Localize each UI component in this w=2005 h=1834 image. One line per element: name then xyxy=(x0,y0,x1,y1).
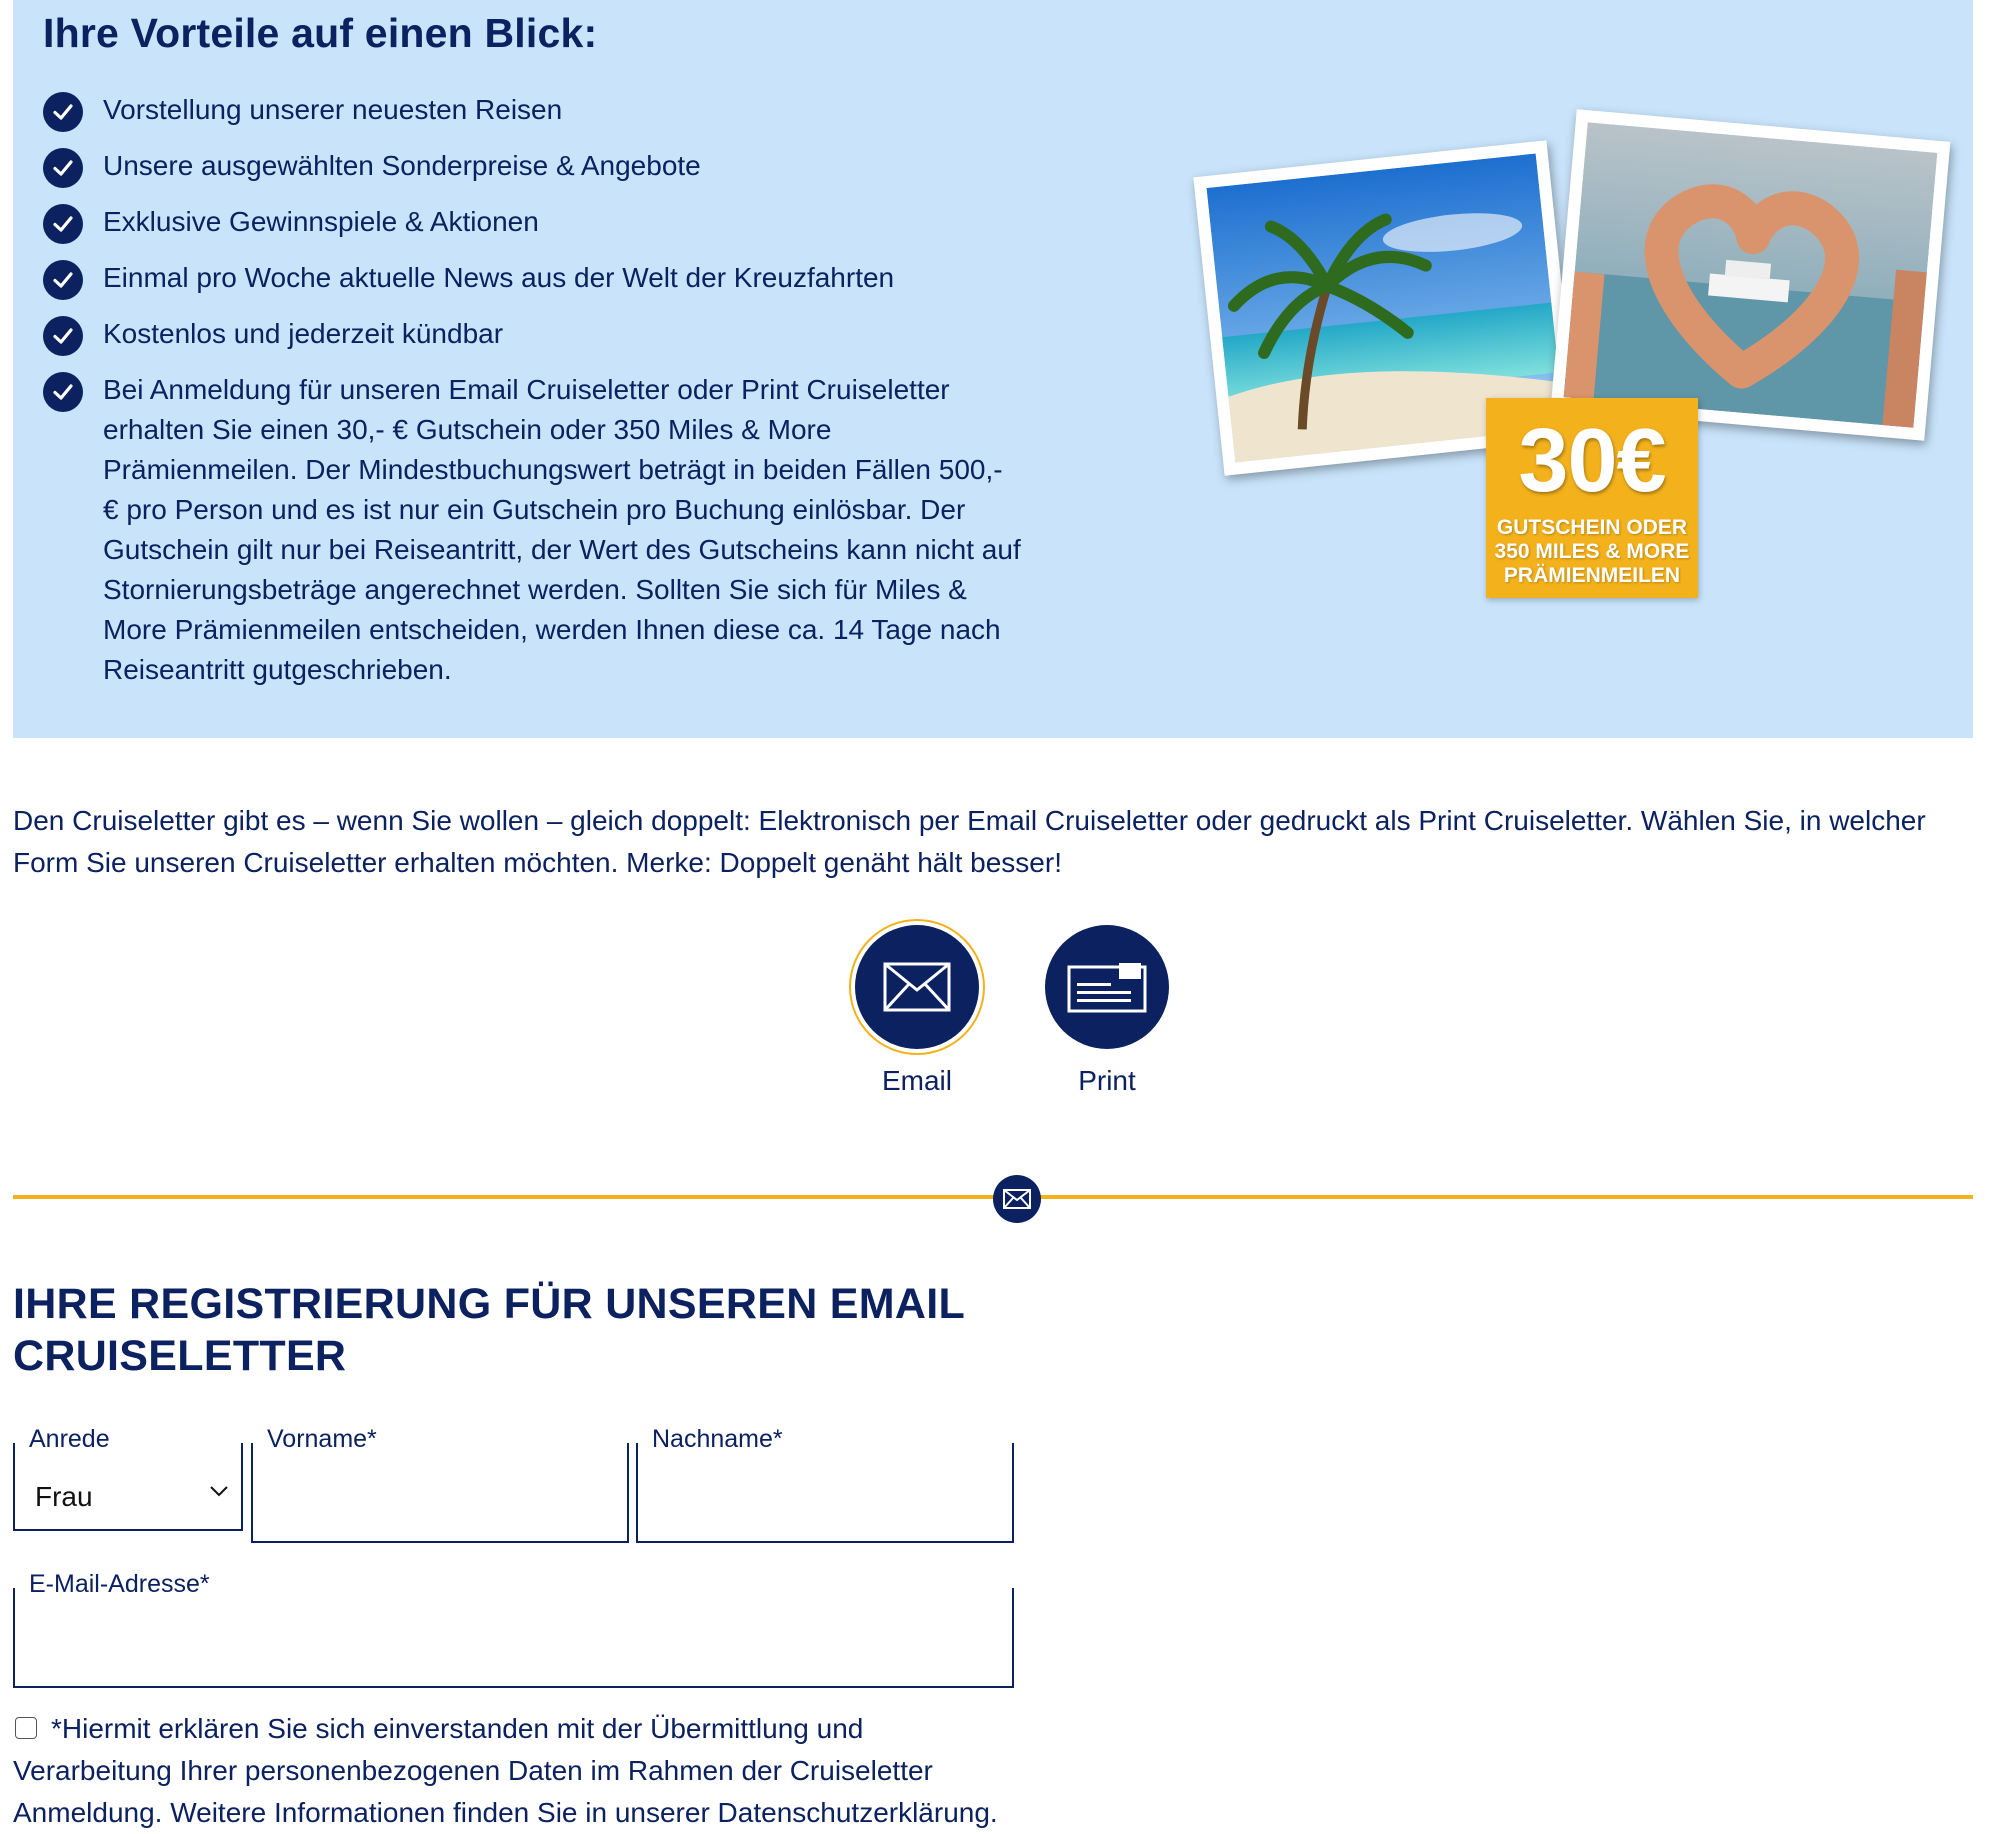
envelope-icon xyxy=(883,962,951,1012)
print-letter-icon xyxy=(1067,961,1147,1013)
benefit-item xyxy=(43,202,1023,242)
benefit-item xyxy=(43,146,1023,186)
benefit-item xyxy=(43,90,1023,130)
check-circle-icon xyxy=(43,148,83,188)
print-option-circle[interactable] xyxy=(1045,925,1169,1049)
benefits-panel xyxy=(13,0,1973,738)
check-circle-icon xyxy=(43,260,83,300)
check-circle-icon xyxy=(43,92,83,132)
print-option-label[interactable]: Print xyxy=(1078,1065,1136,1096)
benefit-item xyxy=(43,370,1023,690)
anrede-select[interactable] xyxy=(13,1425,243,1531)
benefit-text: Einmal pro Woche aktuelle News aus der Welt der Kreuzfahrten xyxy=(103,262,895,293)
nachname-label: Nachname* xyxy=(652,1425,783,1453)
benefits-title: Ihre Vorteile auf einen Blick: xyxy=(43,10,598,56)
email-option-button[interactable] xyxy=(837,925,997,1097)
email-address-field[interactable] xyxy=(13,1570,1014,1688)
benefit-item xyxy=(43,314,1023,354)
consent-block xyxy=(13,1708,1023,1834)
email-address-label: E-Mail-Adresse* xyxy=(29,1570,210,1598)
consent-text: *Hiermit erklären Sie sich einverstanden mit der Übermittlung und Verarbeitung Ihrer personenbezogenen Daten im Rahmen der Cruiseletter Anmeldung. Weitere Informationen finden Sie in unserer Datenschutzerklärung. xyxy=(13,1713,998,1828)
nachname-field[interactable] xyxy=(636,1425,1014,1543)
voucher-line: GUTSCHEIN ODER xyxy=(1496,516,1688,539)
benefit-list xyxy=(43,90,1023,706)
check-circle-icon xyxy=(43,316,83,356)
envelope-icon xyxy=(993,1175,1041,1223)
benefit-item xyxy=(43,258,1023,298)
intro-text: Den Cruiseletter gibt es – wenn Sie wollen – gleich doppelt: Elektronisch per Email Cruiseletter oder gedruckt als Print Cruiseletter. Wählen Sie, in welcher Form Sie unseren Cruiseletter erhalten möchten. Merke: Doppelt genäht hält besser! xyxy=(13,805,1926,878)
benefit-text: Bei Anmeldung für unseren Email Cruiseletter oder Print Cruiseletter erhalten Sie einen 30,- € Gutschein oder 350 Miles & More Prämienmeilen. Der Mindestbuchungswert beträgt in beiden Fällen 500,- € pro Person und es ist nur ein Gutschein pro Buchung einlösbar. Der Gutschein gilt nur bei Reiseantritt, der Wert des Gutscheins kann nicht auf Stornierungsbeträge angerechnet werden. Sollten Sie sich für Miles & More Prämienmeilen entscheiden, werden Ihnen diese ca. 14 Tage nach Reiseantritt gutgeschrieben. xyxy=(103,374,1021,685)
email-option-circle[interactable] xyxy=(855,925,979,1049)
email-option-label[interactable]: Email xyxy=(881,1065,952,1096)
voucher-badge xyxy=(1486,398,1698,598)
benefit-text: Unsere ausgewählten Sonderpreise & Angebote xyxy=(103,150,701,181)
voucher-line: PRÄMIENMEILEN xyxy=(1503,564,1681,587)
vorname-label: Vorname* xyxy=(267,1425,377,1453)
registration-title: IHRE REGISTRIERUNG FÜR UNSEREN EMAIL CRUISELETTER xyxy=(13,1280,965,1380)
print-option-button[interactable] xyxy=(1027,925,1187,1097)
email-address-input[interactable] xyxy=(25,1622,1002,1674)
vorname-field[interactable] xyxy=(251,1425,629,1543)
chevron-down-icon[interactable] xyxy=(209,1485,229,1497)
benefit-text: Vorstellung unserer neuesten Reisen xyxy=(103,94,563,125)
benefit-text: Exklusive Gewinnspiele & Aktionen xyxy=(103,206,539,237)
heart-hands-photo xyxy=(1551,109,1951,441)
consent-checkbox[interactable] xyxy=(15,1717,37,1739)
check-circle-icon xyxy=(43,204,83,244)
anrede-label: Anrede xyxy=(29,1425,110,1453)
vorname-input[interactable] xyxy=(263,1477,617,1529)
voucher-amount: 30€ xyxy=(1518,411,1666,511)
voucher-line: 350 MILES & MORE xyxy=(1494,540,1690,563)
check-circle-icon xyxy=(43,372,83,412)
nachname-input[interactable] xyxy=(648,1477,1002,1529)
benefit-text: Kostenlos und jederzeit kündbar xyxy=(103,318,504,349)
anrede-value[interactable]: Frau xyxy=(35,1481,93,1512)
